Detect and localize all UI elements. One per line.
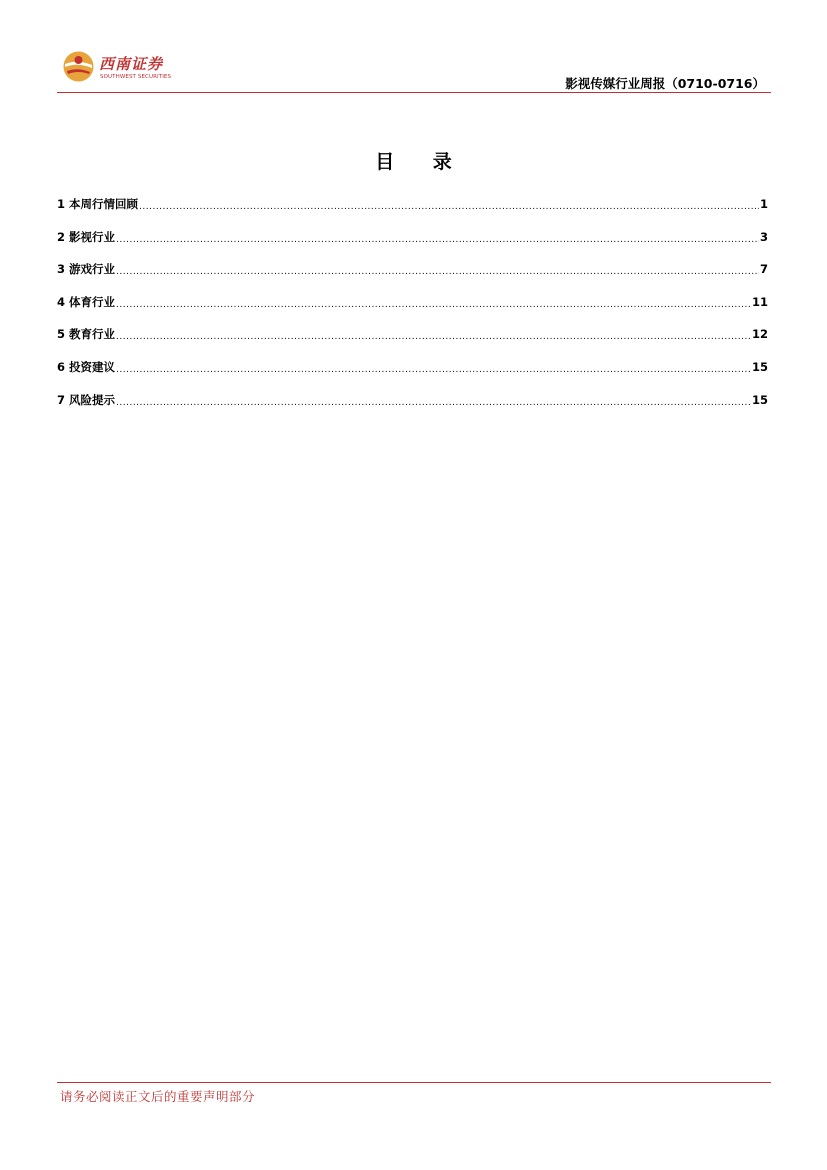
- toc-entry-label: 4 体育行业: [57, 294, 116, 309]
- logo-emblem-icon: [63, 51, 94, 82]
- logo-chinese-name: 西南证券: [99, 55, 164, 73]
- toc-entry-page: 7: [759, 262, 768, 276]
- logo-english-name: SOUTHWEST SECURITIES: [100, 74, 172, 80]
- page-header: [57, 50, 771, 94]
- toc-leader-dots: [116, 267, 759, 279]
- toc-leader-dots: [116, 332, 751, 344]
- toc-entry-sports[interactable]: [57, 294, 768, 312]
- toc-entry-education[interactable]: [57, 326, 768, 344]
- toc-entry-investment-advice[interactable]: [57, 359, 768, 377]
- toc-entry-risk-warning[interactable]: [57, 392, 768, 410]
- toc-leader-dots: [116, 365, 751, 377]
- toc-entry-market-review[interactable]: [57, 196, 768, 214]
- toc-entry-label: 5 教育行业: [57, 327, 116, 341]
- toc-entry-label: 2 影视行业: [57, 229, 116, 244]
- toc-entry-film-tv[interactable]: [57, 229, 768, 247]
- toc-entry-label: 6 投资建议: [57, 359, 116, 374]
- toc-entry-page: 11: [751, 294, 768, 309]
- toc-entry-page: 15: [751, 359, 768, 374]
- footer-disclaimer: 请务必阅读正文后的重要声明部分: [60, 1089, 256, 1104]
- toc-entry-label: 3 游戏行业: [57, 262, 116, 276]
- header-divider: [57, 92, 771, 93]
- toc-leader-dots: [139, 202, 759, 214]
- toc-entry-page: 1: [759, 197, 768, 211]
- footer-divider: [57, 1082, 771, 1083]
- toc-leader-dots: [116, 398, 751, 410]
- toc-heading: 目 录: [375, 151, 468, 173]
- toc-entry-page: 12: [751, 327, 768, 341]
- toc-entry-page: 15: [751, 393, 768, 407]
- company-logo: [63, 50, 175, 86]
- toc-leader-dots: [116, 300, 751, 312]
- toc-entry-label: 7 风险提示: [57, 393, 116, 407]
- toc-entry-label: 1 本周行情回顾: [57, 197, 139, 211]
- toc-entry-page: 3: [759, 229, 768, 244]
- toc-entry-gaming[interactable]: [57, 261, 768, 279]
- toc-leader-dots: [116, 235, 759, 247]
- report-title: 影视传媒行业周报（0710-0716）: [565, 76, 765, 91]
